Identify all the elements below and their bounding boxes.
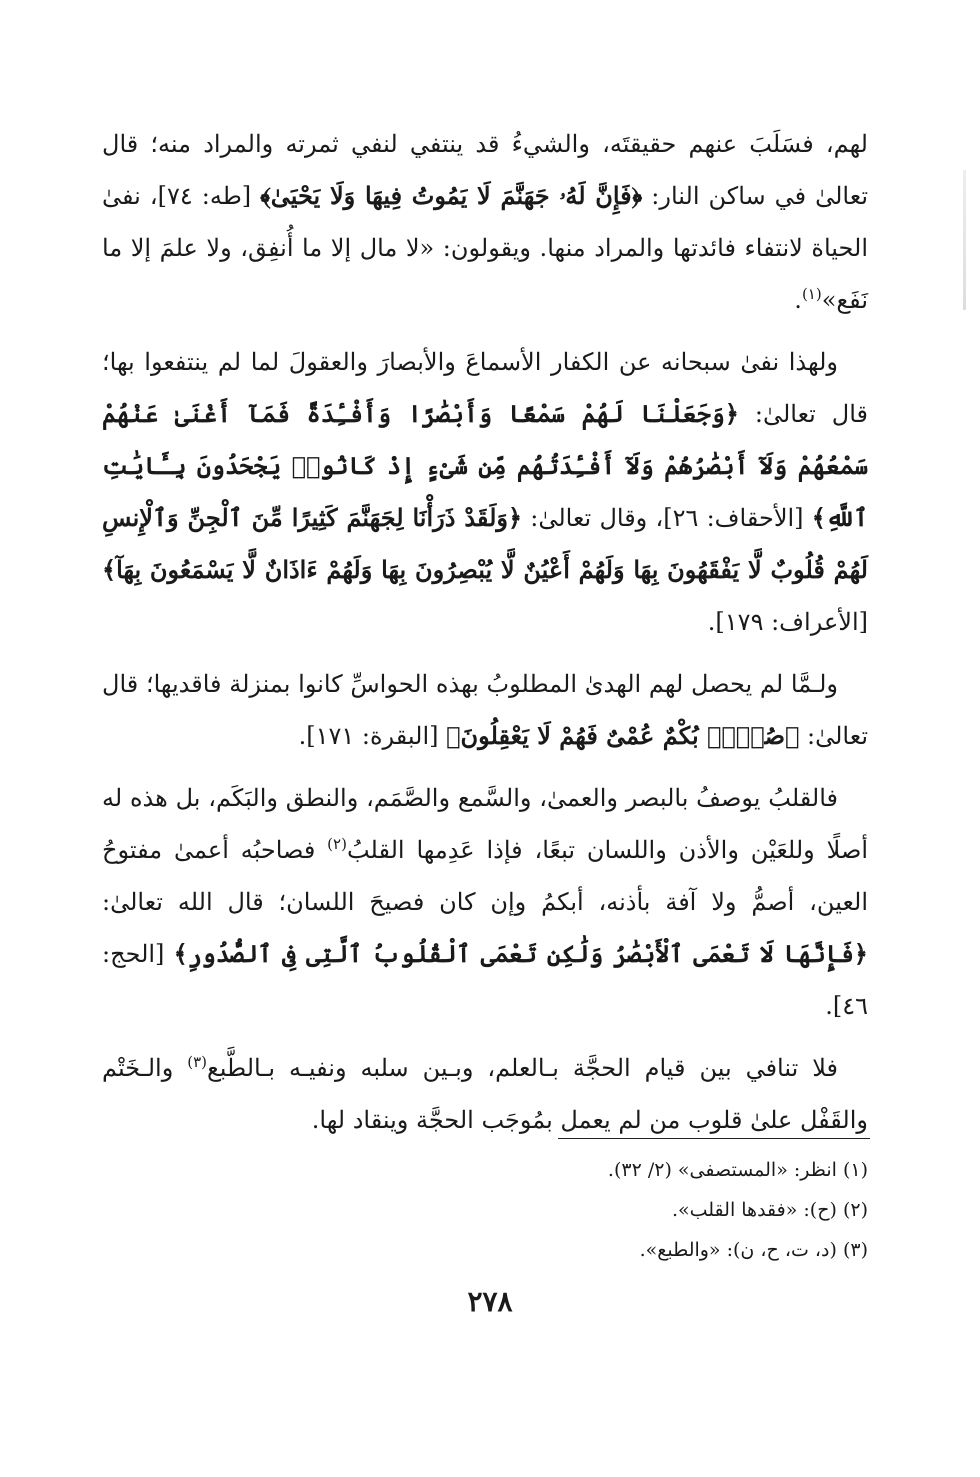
text-segment: [الحج: ٤٦]. [102, 940, 868, 1020]
quran-verse: ﴿صُمٌّۢ بُكْمٌ عُمْىٌ فَهُمْ لَا يَعْقِلُونَ﴾ [446, 721, 800, 750]
paragraph-5 [102, 1042, 868, 1146]
page-number: ٢٧٨ [467, 1285, 513, 1318]
text-segment: فلا تنافي بين قيام الحجَّة بـالعلم، وبـين سلبه ونفيـه بـالطَّبع [207, 1054, 839, 1082]
text-segment: ولـمَّا لم يحصل لهم الهدىٰ المطلوبُ بهذه الحواسِّ كانوا بمنزلة فاقديها؛ قال تعالىٰ: [102, 670, 868, 750]
quran-verse: ﴿وَلَقَدْ ذَرَأْنَا لِجَهَنَّمَ كَثِيرًا مِّنَ ٱلْجِنِّ وَٱلْإِنسِ لَهُمْ قُلُوبٌ لَّا يَفْقَهُونَ بِهَا وَلَهُمْ أَعْيُنٌ لَّا يُبْصِرُونَ بِهَا وَلَهُمْ ءَاذَانٌ لَّا يَسْمَعُونَ بِهَآ﴾ [102, 503, 868, 584]
text-segment: لهم، فسَلَبَ عنهم حقيقتَه، والشيءُ قد ينتفي لنفي ثمرته والمراد منه؛ قال تعالىٰ في ساكن النار: [102, 130, 868, 210]
footnote-marker: (٣) [187, 1053, 208, 1071]
text-segment: [الأعراف: ١٧٩]. [707, 608, 868, 636]
main-text [102, 118, 868, 1156]
quran-verse: ﴿فَإِنَّ لَهُۥ جَهَنَّمَ لَا يَمُوتُ فِيهَا وَلَا يَحْيَىٰ﴾ [260, 181, 643, 210]
footnote-3: (٣) (د، ت، ح، ن): «والطبع». [639, 1239, 868, 1261]
paragraph-2 [102, 336, 868, 648]
page-edge-shadow [963, 170, 966, 310]
text-segment: فصاحبُه أعمىٰ مفتوحُ العين، أصمُّ ولا آفة بأذنه، أبكمُ وإن كان فصيحَ اللسان؛ قال الله تعالىٰ: [102, 836, 868, 916]
text-segment: [الأحقاف: ٢٦]، وقال تعالىٰ: [522, 504, 812, 532]
quran-verse: ﴿وَجَعَلْنَا لَهُمْ سَمْعًا وَأَبْصَٰرًا وَأَفْـِٔدَةً فَمَآ أَغْنَىٰ عَنْهُمْ سَمْعُهُمْ وَلَآ أَبْصَٰرُهُمْ وَلَآ أَفْـِٔدَتُهُم مِّن شَىْءٍ إِذْ كَانُوا۟ يَجْحَدُونَ بِـَٔايَٰتِ ٱللَّهِ﴾ [102, 399, 869, 532]
text-segment: ولهذا نفىٰ سبحانه عن الكفار الأسماعَ والأبصارَ والعقولَ لما لم ينتفعوا بها؛ قال تعالىٰ: [102, 348, 868, 428]
footnote-2: (٢) (ح): «فقدها القلب». [671, 1199, 868, 1221]
paragraph-1 [102, 118, 868, 326]
text-segment: . [794, 286, 802, 314]
text-segment: فالقلبُ يوصفُ بالبصر والعمىٰ، والسَّمع والصَّمَم، والنطق والبَكَم، بل هذه له أصلًا وللعَيْن والأذن واللسان تبعًا، فإذا عَدِمها القلبُ [102, 784, 868, 864]
footnote-marker: (٢) [327, 835, 347, 853]
paragraph-4 [102, 772, 868, 1032]
footnotes [168, 1150, 868, 1270]
footnote-separator [558, 1138, 870, 1139]
text-segment: [طه: ٧٤]، نفىٰ الحياة لانتفاء فائدتها والمراد منها. ويقولون: «لا مال إلا ما أُنفِق، ولا علمَ إلا ما نَفَع» [102, 182, 868, 314]
quran-verse: ﴿فَإِنَّهَا لَا تَعْمَى ٱلْأَبْصَٰرُ وَلَٰكِن تَعْمَى ٱلْقُلُوبُ ٱلَّتِى فِى ٱلصُّدُورِ﴾ [173, 939, 868, 968]
paragraph-3 [102, 658, 868, 762]
footnote-marker: (١) [801, 285, 822, 303]
text-segment: والـخَتْم والقَفْل علىٰ قلوب من لم يعمل بمُوجَب الحجَّة وينقاد لها. [102, 1054, 868, 1134]
text-segment: [البقرة: ١٧١]. [298, 722, 447, 750]
footnote-1: (١) انظر: «المستصفى» (٢/ ٣٢). [607, 1159, 868, 1181]
